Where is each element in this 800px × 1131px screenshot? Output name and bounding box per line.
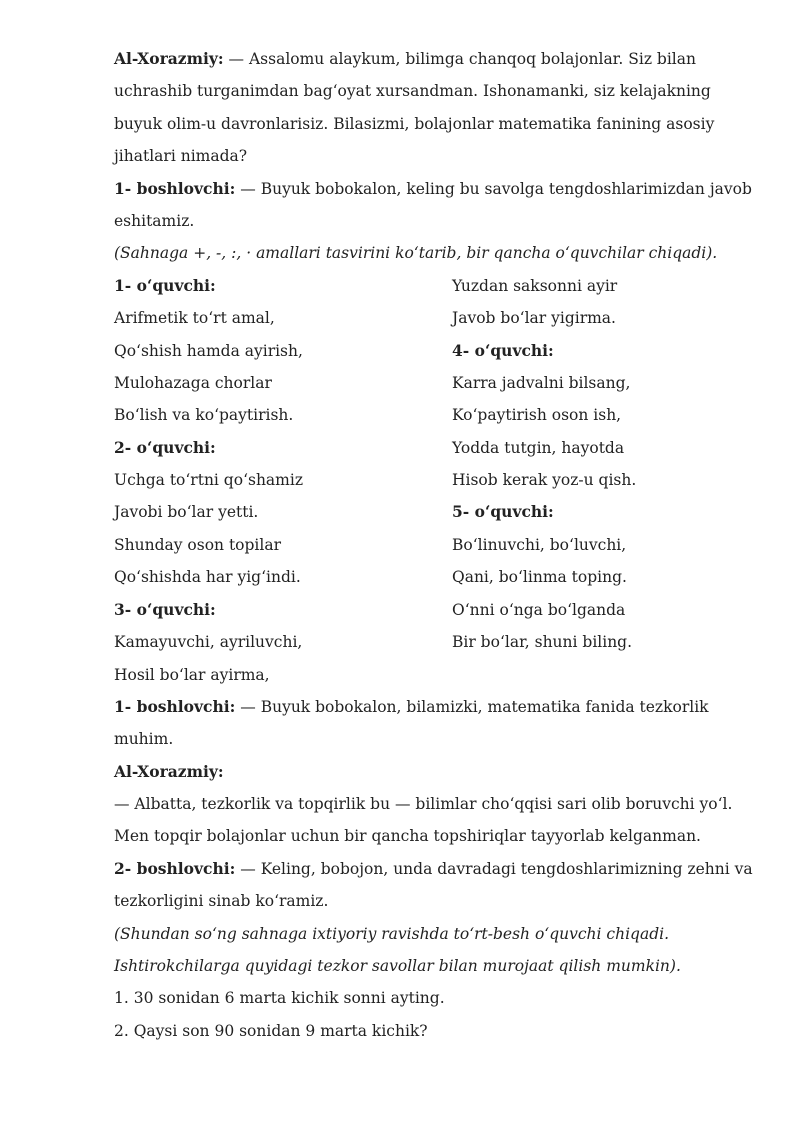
stage-note: (Sahnaga +, -, :, · amallari tasvirini ko‘tarib, bir qancha o‘quvchilar chiqadi). (114, 244, 718, 263)
poem-line: Hosil bo‘lar ayirma, (114, 665, 270, 684)
poem-line: Bo‘linuvchi, bo‘luvchi, (452, 535, 627, 554)
poem-line: Ko‘paytirish oson ish, (452, 406, 622, 425)
poem-line: Yodda tutgin, hayotda (452, 438, 625, 457)
paragraph-text: — Keling, bobojon, unda davradagi tengdoshlarimizning zehni va (235, 859, 753, 878)
host2-line-1 (114, 853, 754, 885)
document-page (114, 43, 754, 1047)
stage-note: Ishtirokchilarga quyidagi tezkor savollar bilan murojaat qilish mumkin). (114, 957, 681, 976)
speaker-label: 1- boshlovchi: (114, 178, 236, 198)
paragraph-text: — Buyuk bobokalon, keling bu savolga tengdoshlarimizdan javob (235, 179, 752, 198)
stage-note: (Shundan so‘ng sahnaga ixtiyoriy ravishda to‘rt-besh o‘quvchi chiqadi. (114, 924, 670, 943)
poem-line: Hisob kerak yoz-u qish. (452, 471, 637, 490)
student-label: 3- o‘quvchi: (114, 599, 216, 619)
speaker-label: Al-Xorazmiy: (114, 761, 224, 781)
poem-columns (114, 270, 754, 659)
paragraph-text: — Assalomu alaykum, bilimga chanqoq bolajonlar. Siz bilan (223, 50, 696, 68)
poem-line: Shunday oson topilar (114, 535, 281, 554)
intro-line-1 (114, 43, 754, 75)
poem-line: O‘nni o‘nga bo‘lganda (452, 600, 626, 619)
paragraph-text: — Buyuk bobokalon, bilamizki, matematika fanida tezkorlik (235, 697, 709, 716)
poem-line: Mulohazaga chorlar (114, 373, 272, 392)
poem-line: Qo‘shishda har yig‘indi. (114, 568, 301, 587)
host1-line-2 (114, 691, 754, 723)
poem-line: Qo‘shish hamda ayirish, (114, 341, 303, 360)
poem-left-column (114, 270, 303, 659)
poem-right-column (452, 270, 636, 659)
speaker-label: Al-Xorazmiy: (114, 49, 224, 68)
paragraph-line: tezkorligini sinab ko‘ramiz. (114, 892, 329, 911)
speaker-label: 1- boshlovchi: (114, 696, 236, 716)
speaker-label: 2- boshlovchi: (114, 858, 236, 878)
poem-line: Qani, bo‘linma toping. (452, 568, 627, 587)
student-label: 1- o‘quvchi: (114, 275, 216, 295)
poem-line: Arifmetik to‘rt amal, (114, 309, 275, 328)
student-label: 5- o‘quvchi: (452, 502, 554, 522)
paragraph-line: muhim. (114, 730, 174, 749)
paragraph-line: uchrashib turganimdan bag‘oyat xursandman. Ishonamanki, siz kelajakning (114, 82, 711, 101)
poem-line: Uchga to‘rtni qo‘shamiz (114, 471, 303, 490)
poem-line: Javob bo‘lar yigirma. (452, 309, 616, 328)
paragraph-line: eshitamiz. (114, 211, 195, 230)
student-label: 2- o‘quvchi: (114, 437, 216, 457)
poem-line: Bir bo‘lar, shuni biling. (452, 633, 633, 652)
student-label: 4- o‘quvchi: (452, 340, 554, 360)
question-item: 2. Qaysi son 90 sonidan 9 marta kichik? (114, 1021, 428, 1040)
paragraph-line: Men topqir bolajonlar uchun bir qancha topshiriqlar tayyorlab kelganman. (114, 827, 701, 846)
question-item: 1. 30 sonidan 6 marta kichik sonni ayting. (114, 989, 445, 1008)
host1-line-1 (114, 173, 754, 205)
poem-line: Yuzdan saksonni ayir (452, 276, 618, 295)
paragraph-line: jihatlari nimada? (114, 147, 248, 166)
poem-line: Karra jadvalni bilsang, (452, 373, 631, 392)
poem-line: Bo‘lish va ko‘paytirish. (114, 406, 294, 425)
poem-line: Kamayuvchi, ayriluvchi, (114, 633, 303, 652)
paragraph-line: — Albatta, tezkorlik va topqirlik bu — bilimlar cho‘qqisi sari olib boruvchi yo‘l. (114, 795, 733, 814)
poem-line: Javobi bo‘lar yetti. (114, 503, 259, 522)
paragraph-line: buyuk olim-u davronlarisiz. Bilasizmi, bolajonlar matematika fanining asosiy (114, 114, 715, 133)
